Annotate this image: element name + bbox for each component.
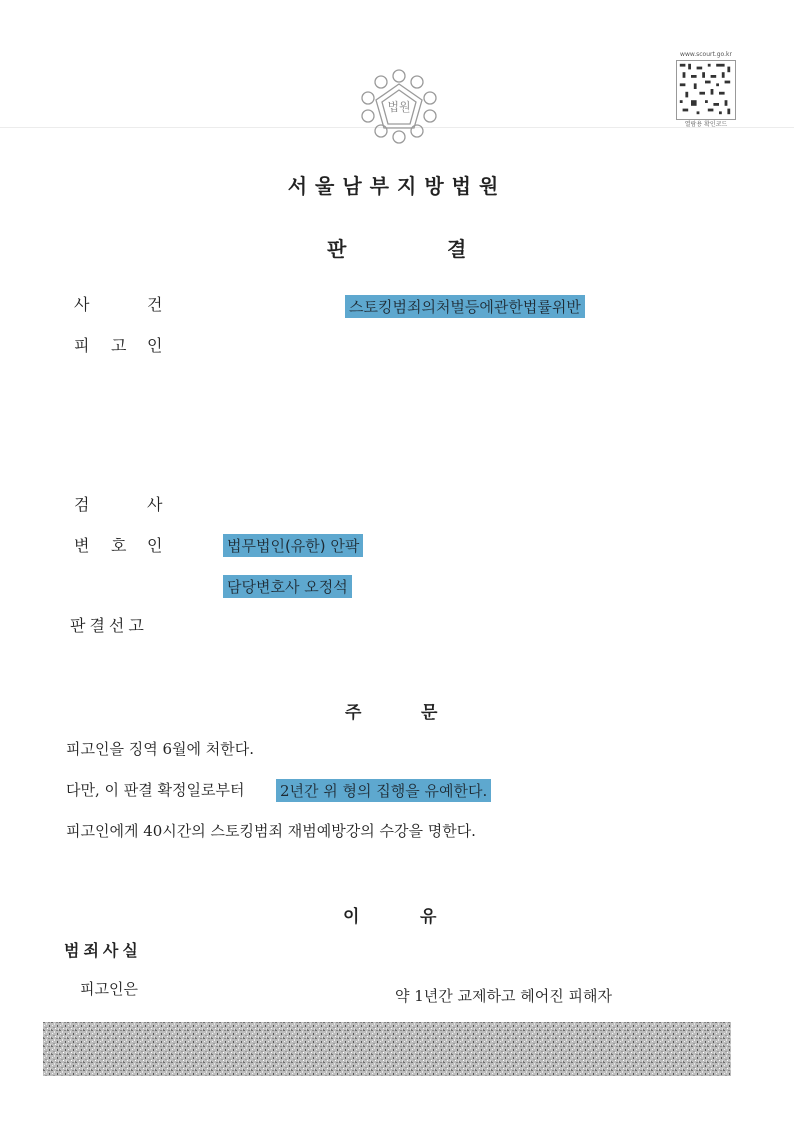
seal-text: 법원 <box>387 100 411 114</box>
qr-url: www.scourt.go.kr <box>680 51 732 58</box>
sentencing-label: 판결선고 <box>70 616 148 635</box>
defendant-label-3: 인 <box>147 336 163 355</box>
case-value: 스토킹범죄의처벌등에관한법률위반 <box>345 295 585 318</box>
ruling-heading-right: 문 <box>421 703 438 723</box>
ruling-line-2-highlight: 2년간 위 형의 집행을 유예한다. <box>276 779 491 802</box>
court-name: 서울남부지방법원 <box>287 174 507 198</box>
counsel-label-1: 변 <box>74 536 90 555</box>
ruling-line-1: 피고인을 징역 6월에 처한다. <box>66 740 255 758</box>
qr-code-icon <box>676 60 736 120</box>
redacted-area <box>43 1022 731 1076</box>
ruling-line-3: 피고인에게 40시간의 스토킹범죄 재범예방강의 수강을 명한다. <box>66 822 476 840</box>
qr-caption: 열람용 확인코드 <box>684 121 728 128</box>
counsel-firm: 법무법인(유한) 안팍 <box>223 534 363 557</box>
counsel-label-3: 인 <box>147 536 163 555</box>
reasons-heading-left: 이 <box>343 907 360 927</box>
ruling-line-2-prefix: 다만, 이 판결 확정일로부터 <box>66 781 245 799</box>
reasons-para-start: 피고인은 <box>80 980 138 998</box>
ruling-heading-left: 주 <box>345 703 362 723</box>
reasons-para-cont: 약 1년간 교제하고 헤어진 피해자 <box>395 987 612 1005</box>
defendant-label-1: 피 <box>74 336 90 355</box>
doc-title-left: 판 <box>327 237 347 261</box>
counsel-attorney: 담당변호사 오정석 <box>223 575 352 598</box>
counsel-label-2: 호 <box>111 536 127 555</box>
verification-qr <box>676 51 736 129</box>
prosecutor-label-2: 사 <box>147 495 163 514</box>
case-label-2: 건 <box>147 295 163 314</box>
reasons-heading-right: 유 <box>420 907 437 927</box>
prosecutor-label-1: 검 <box>74 495 90 514</box>
doc-title-right: 결 <box>447 237 467 261</box>
defendant-label-2: 고 <box>111 336 127 355</box>
case-label-1: 사 <box>74 295 90 314</box>
crime-facts-label: 범죄사실 <box>64 941 142 960</box>
